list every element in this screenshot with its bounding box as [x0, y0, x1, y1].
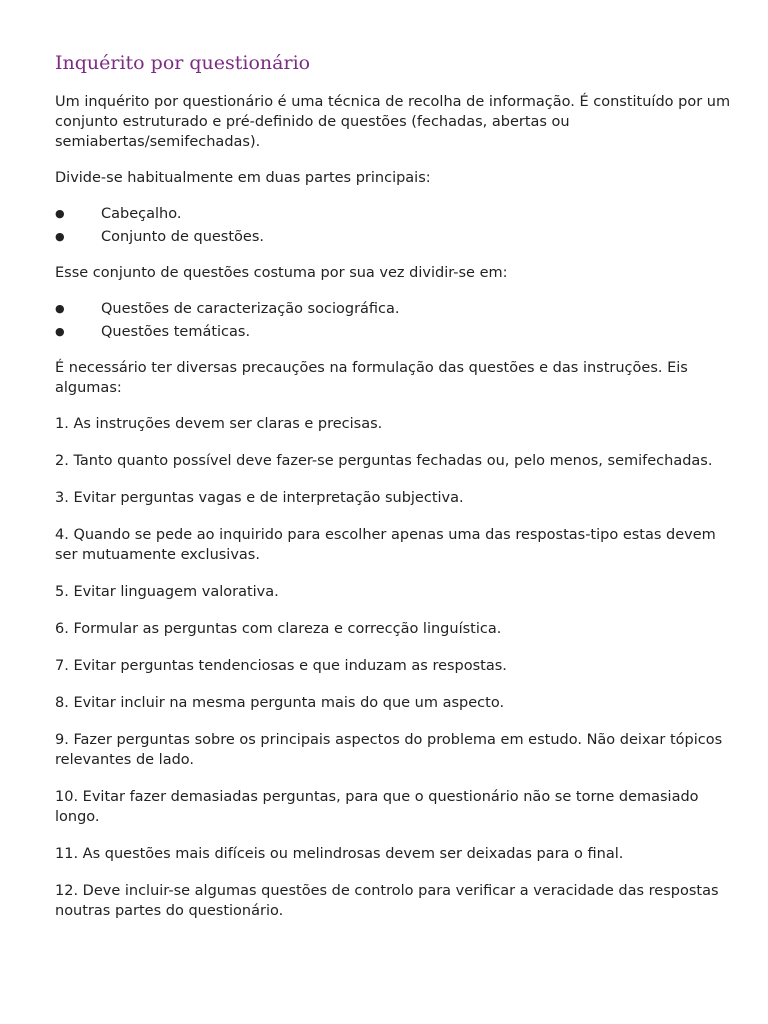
- document-page: [55, 50, 735, 938]
- precaution-item: 9. Fazer perguntas sobre os principais aspectos do problema em estudo. Não deixar tópicos relevantes de lado.: [55, 732, 723, 768]
- parts-intro: Divide-se habitualmente em duas partes principais:: [55, 170, 431, 186]
- sections-list: [55, 299, 735, 342]
- precaution-item: 5. Evitar linguagem valorativa.: [55, 584, 279, 600]
- bullet-icon: ●: [55, 302, 65, 315]
- precaution-item: 2. Tanto quanto possível deve fazer-se perguntas fechadas ou, pelo menos, semifechadas.: [55, 453, 713, 469]
- precaution-item: 6. Formular as perguntas com clareza e correcção linguística.: [55, 621, 502, 637]
- list-item: [55, 204, 735, 224]
- list-item-text: Cabeçalho.: [101, 206, 182, 222]
- sections-intro: Esse conjunto de questões costuma por sua vez dividir-se em:: [55, 265, 508, 281]
- precaution-item: 11. As questões mais difíceis ou melindrosas devem ser deixadas para o final.: [55, 846, 624, 862]
- list-item: [55, 227, 735, 247]
- precaution-item: 8. Evitar incluir na mesma pergunta mais do que um aspecto.: [55, 695, 505, 711]
- list-item: [55, 322, 735, 342]
- list-item-text: Questões temáticas.: [101, 324, 251, 340]
- bullet-icon: ●: [55, 207, 65, 220]
- precautions-intro: É necessário ter diversas precauções na formulação das questões e das instruções. Eis algumas:: [55, 360, 688, 396]
- bullet-icon: ●: [55, 230, 65, 243]
- precaution-item: 3. Evitar perguntas vagas e de interpretação subjectiva.: [55, 490, 464, 506]
- intro-paragraph: Um inquérito por questionário é uma técnica de recolha de informação. É constituído por um conjunto estruturado e pré-definido de questões (fechadas, abertas ou semiabertas/semifechadas).: [55, 94, 731, 150]
- list-item-text: Conjunto de questões.: [101, 229, 265, 245]
- precaution-item: 1. As instruções devem ser claras e precisas.: [55, 416, 383, 432]
- precaution-item: 10. Evitar fazer demasiadas perguntas, para que o questionário não se torne demasiado longo.: [55, 789, 699, 825]
- parts-list: [55, 204, 735, 247]
- precaution-item: 4. Quando se pede ao inquirido para escolher apenas uma das respostas-tipo estas devem ser mutuamente exclusivas.: [55, 527, 716, 563]
- page-title: Inquérito por questionário: [55, 52, 311, 74]
- list-item: [55, 299, 735, 319]
- precaution-item: 7. Evitar perguntas tendenciosas e que induzam as respostas.: [55, 658, 507, 674]
- list-item-text: Questões de caracterização sociográfica.: [101, 301, 400, 317]
- precaution-item: 12. Deve incluir-se algumas questões de controlo para verificar a veracidade das respostas noutras partes do questionário.: [55, 883, 719, 919]
- bullet-icon: ●: [55, 325, 65, 338]
